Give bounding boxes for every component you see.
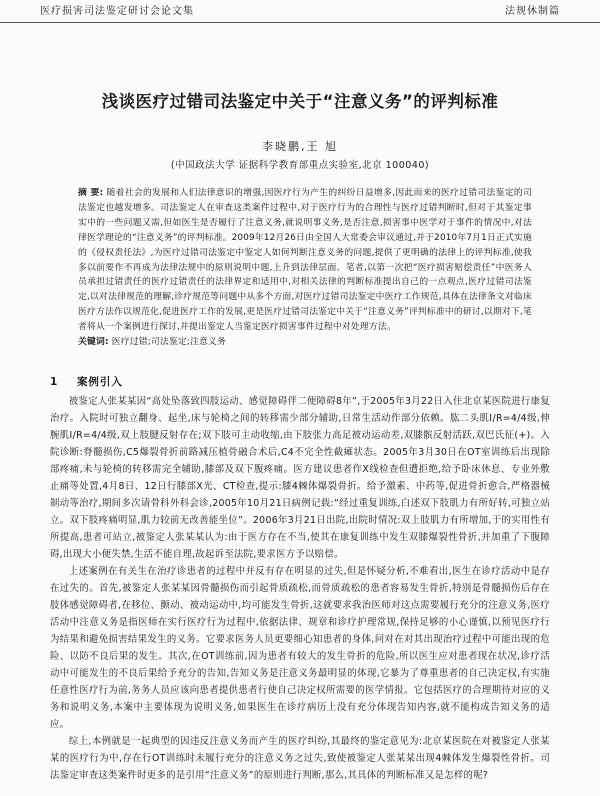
- keywords-text: 医疗过错;司法鉴定;注意义务: [111, 337, 227, 348]
- keywords-label: 关键词:: [78, 337, 109, 348]
- body-paragraph: 上述案例在有关生在治疗诊患者的过程中并反有存在明显的过失,但是怀疑分析,不难看出,医生在诊疗活动中是存在过失的。首先,被鉴定人张某某因骨髓损伤而引起骨质疏松,而骨质疏松的患者容易发生骨折,特别是骨髓损伤后存在肢体感觉障碍者,在移位、颤动、被动运动中,均可能发生骨折,这就要求我治医师对这点需要履行充分的注意义务,医疗活动中注意义务是指医师在实行医疗行为过程中,依据法律、规章和诊疗护理常规,保持足够的小心谨慎,以预见医疗行为结果和避免损害结果发生的义务。它要求医务人员更要细心知患者的身体,问对在对其出现治疗过程中可能出现的危险、以防不良后果的发生。其次,在OT训练前,因为患者有较大的发生骨折的危险,所以医生应对患者现在状况,诊疗活动中可能发生的不良后果给予充分的告知,告知义务是注意义务最明显的体现,它暴为了尊重患者的自己决定权,有实施任意性医疗行为前,务务人员应该向患者提供患者行使自己决定权所需要的医学情报。它包括医疗的合理期待对应的义务和说明义务,本案中主要体现为说明义务,如果医生在诊疗病历上没有充分体现告知内容,就不能构成告知义务的适应。: [50, 566, 550, 730]
- header-journal-title: 医疗损害司法鉴定研讨会论文集: [40, 6, 194, 17]
- author-affiliation: (中国政法大学 证据科学教育部重点实验室,北京 100040): [170, 160, 430, 171]
- abstract-label: 摘 要:: [78, 188, 104, 198]
- paper-title: 浅谈医疗过错司法鉴定中关于“注意义务”的评判标准: [101, 92, 499, 111]
- body-text: [50, 393, 550, 784]
- body-paragraph: 被鉴定人张某某因“高处坠落致四肢运动、感觉障碍伴二便障碍8年”,于2005年3月22日入住北京某医院进行康复治疗。入院时可独立翻身、起坐,床与轮椅之间的转移需少部分辅助,日常生活动作部分依赖。肱二头肌Ⅰ/R=4/4级,伸腕肌Ⅰ/R=4/4级,双上肢腱反射存在;双下肢可主动收缩,由下肢张力高足被动运动差,双膝髌反射活跃,双巴氏征(+)。入院诊断:脊髓损伤,C5爆裂骨折前路减压植骨融合术后,C4不完全性截瘫状态。2005年3月30日在OT室训练后出现除部疼痛,未与轮椅的转移需完全辅助,膝部及双下腹疼痛。医方建议患者作X线检查但遭拒绝,给予卧床休息、专业外敷止痛等处置,4月8日、12日行膝部X光、CT检查,提示:膝4棘体爆裂骨折。给予激素、中药等,促进骨折愈合,严格器械制动等治疗,期间多次请骨科外科会诊,2005年10月21日病例记载:“经过重复训练,白述双下肢肌力有所好转,可独立站立。双下肢疼痛明显,肌力较前无改善能坐位”。2006年3月21日出院,出院时情况:双上肢肌力有所增加,于的实用性有所提高,患者可站立,被鉴定人张某某认为:由于医方存在不当,使其在康复训练中发生双膝爆裂性骨折,并加重了下腹障碍,出现大小便失禁,生活不能自理,故起诉至法院,要求医方予以赔偿。: [50, 396, 550, 560]
- body-paragraph: 综上,本例就是一起典型的因违反注意义务而产生的医疗纠纷,其最终的鉴定意见为:北京某医院在对被鉴定人张某某的医疗行为中,存在行OT训练时未履行充分的注意义务之过失,致使被鉴定人张某某出现4棘体发生爆裂性骨折。司法鉴定审查这类案件时更多的是引用“注意义务”的原则进行判断,那么,其具体的判断标准又是怎样的呢?: [50, 736, 550, 781]
- section-title-text: 案例引入: [76, 376, 123, 388]
- abstract-text: 随着社会的发展和人们法律意识的增强,因医疗行为产生的纠纷日益增多,因此而来的医疗过错司法鉴定的司法鉴定也越发增多。司法鉴定人在审查这类案件过程中,对于医疗行为的合理性与医疗过错判断时,但对于其鉴定事实中的一些问题又需,但如医生是否履行了注意义务,就说明事义务,是否注意,损害事中医学对于事件的情况中,对法律医学理论的“注意义务”的评判标准。2009年12月26日由全国人大常委会审议通过,并于2010年7月1日正式实施的《侵权责任法》,为医疗过错司法鉴定中鉴定人如何判断注意义务的问题,提供了更明确的法律上的评判标准,使我多以前要作不再成为法律法规中的原则说明中题,上升到法律层面。笔者,以第一次把“医疗损害赔偿责任”中医务人员承担过错责任的医疗过错责任的法律界定和适用中,对相关法律的判断标准提出自己的一点观点,医疗过错司法鉴定,以对法律规范的理解,诊疗规范等问题中从多个方面,对医疗过错司法鉴定中医疗工作规范,具体在法律条文对临床医疗方法作以规范化,促进医疗工作的发展,更是医疗过错司法鉴定中关于“注意义务”评判标准中的研讨,以期对下,笔者将从一个案例进行探讨,并提出鉴定人当鉴定医疗损害事件过程中对处理方法。: [78, 188, 532, 333]
- paper-authors: 李晓鹏,王 旭: [262, 140, 338, 153]
- keywords-line: [78, 335, 532, 350]
- section-heading: [50, 374, 123, 389]
- abstract-block: [78, 186, 532, 350]
- section-number: 1: [50, 376, 59, 388]
- header-section-title: 法规休制篇: [505, 6, 560, 17]
- running-header: [0, 0, 600, 23]
